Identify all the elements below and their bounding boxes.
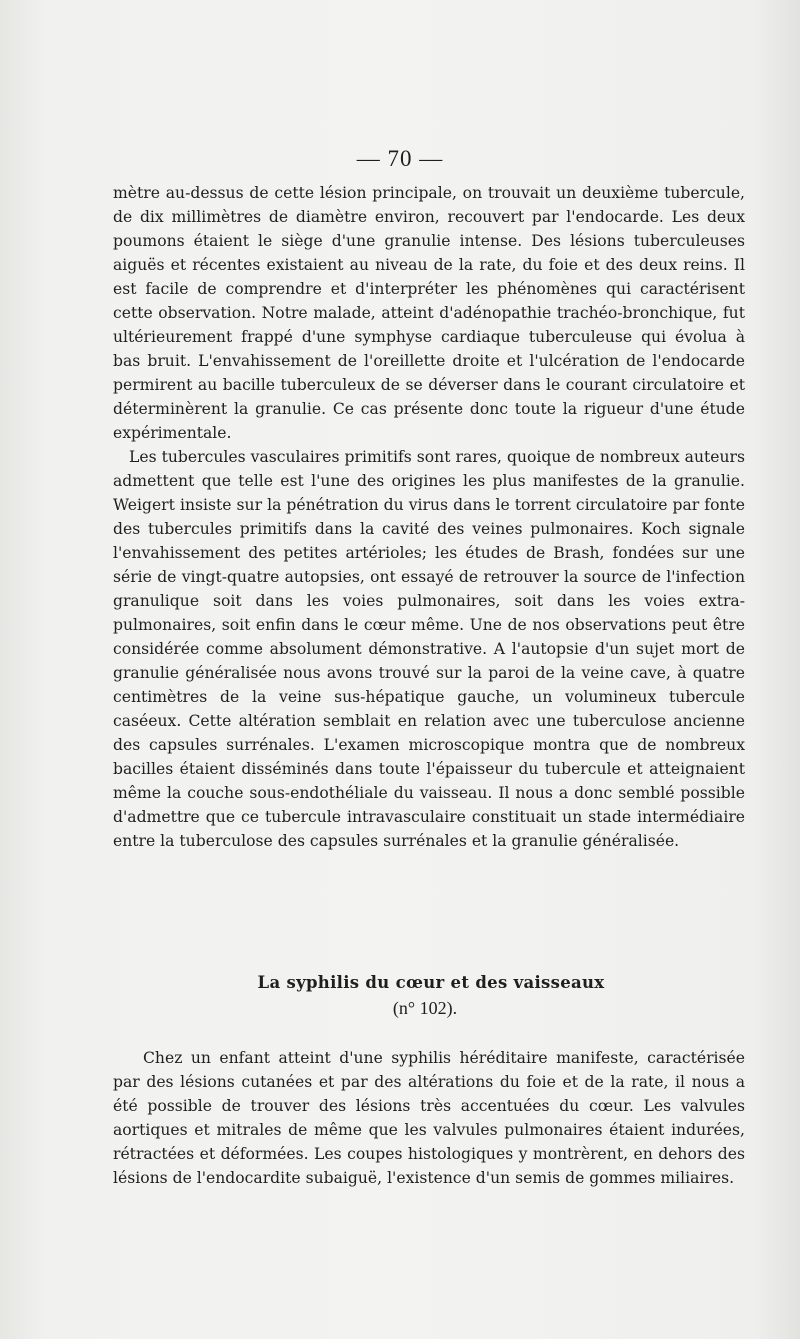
- paragraph-continued: mètre au-dessus de cette lésion principale, on trouvait un deuxième tubercule, de dix millimètres de diamètre environ, recouvert par l'endocarde. Les deux poumons étaient le siège d'une granulie intense. Des lésions tuberculeuses aiguës et récentes existaient au niveau de la rate, du foie et des deux reins. Il est facile de comprendre et d'interpréter les phénomènes qui caractérisent cette observation. Notre malade, atteint d'adénopathie trachéo-bronchique, fut ultérieurement frappé d'une symphyse cardiaque tuberculeuse qui évolua à bas bruit. L'envahissement de l'oreillette droite et l'ulcération de l'endocarde permirent au bacille tuberculeux de se déverser dans le courant circulatoire et déterminèrent la granulie. Ce cas présente donc toute la rigueur d'une étude expérimentale.: [113, 184, 745, 442]
- text-block-tuberculosis: [113, 181, 745, 853]
- paragraph-syphilis: Chez un enfant atteint d'une syphilis héréditaire manifeste, caractérisée par des lésions cutanées et par des altérations du foie et de la rate, il nous a été possible de trouver des lésions très accentuées du cœur. Les valvules aortiques et mitrales de même que les valvules pulmonaires étaient indurées, rétractées et déformées. Les coupes histologiques y montrèrent, en dehors des lésions de l'endocardite subaiguë, l'existence d'un semis de gommes miliaires.: [113, 1049, 745, 1187]
- page-number: — 70 —: [356, 146, 444, 171]
- paragraph-vascular-tubercles: Les tubercules vasculaires primitifs sont rares, quoique de nombreux auteurs admettent que telle est l'une des origines les plus manifestes de la granulie. Weigert insiste sur la pénétration du virus dans le torrent circulatoire par fonte des tubercules primitifs dans la cavité des veines pulmonaires. Koch signale l'envahissement des petites artérioles; les études de Brash, fondées sur une série de vingt-quatre autopsies, ont essayé de retrouver la source de l'infection granulique soit dans les voies pulmonaires, soit dans les voies extra-pulmonaires, soit enfin dans le cœur même. Une de nos observations peut être considérée comme absolument démonstrative. A l'autopsie d'un sujet mort de granulie généralisée nous avons trouvé sur la paroi de la veine cave, à quatre centimètres de la veine sus-hépatique gauche, un volumineux tubercule caséeux. Cette altération semblait en relation avec une tuberculose ancienne des capsules surrénales. L'examen microscopique montra que de nombreux bacilles étaient disséminés dans toute l'épaisseur du tubercule et atteignaient même la couche sous-endothéliale du vaisseau. Il nous a donc semblé possible d'admettre que ce tubercule intravasculaire constituait un stade intermédiaire entre la tuberculose des capsules surrénales et la granulie généralisée.: [113, 448, 745, 850]
- text-block-syphilis: [113, 1046, 745, 1190]
- section-heading: La syphilis du cœur et des vaisseaux: [257, 973, 605, 992]
- section-reference: (n° 102).: [392, 998, 458, 1018]
